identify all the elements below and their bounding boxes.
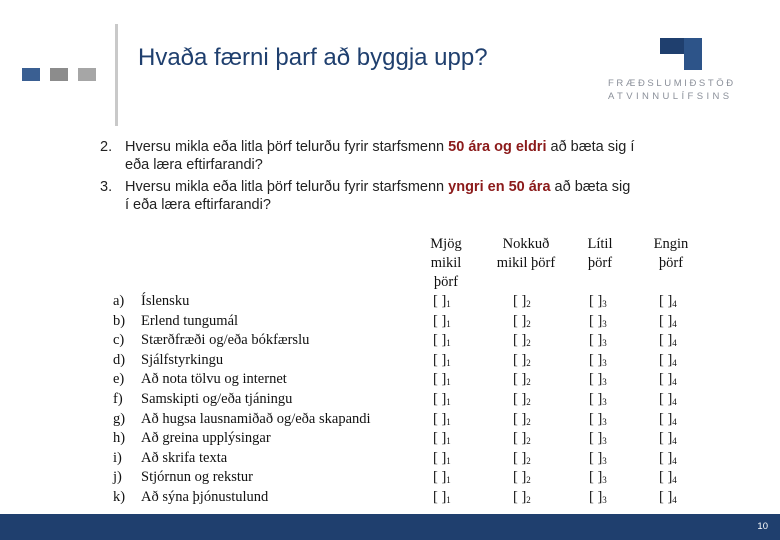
checkbox-score: 1 (446, 495, 451, 505)
survey-row (113, 410, 713, 429)
checkbox-brackets: [ ] (433, 351, 447, 368)
row-letter: d) (113, 351, 126, 368)
checkbox-score: 2 (526, 416, 531, 427)
row-letter: c) (113, 332, 125, 349)
checkbox-brackets: [ ] (589, 312, 603, 329)
question-number: 2. (100, 139, 113, 155)
row-label: Stjórnun og rekstur (141, 469, 253, 486)
checkbox-brackets: [ ] (513, 410, 527, 427)
question-continuation: eða læra eftirfarandi? (125, 157, 263, 173)
column-header: Mjög mikil þörf (430, 236, 462, 290)
question-text-part: að bæta sig (550, 179, 631, 195)
checkbox-score: 3 (602, 416, 607, 427)
checkbox-score: 2 (526, 338, 531, 349)
checkbox-brackets: [ ] (589, 410, 603, 427)
checkbox-brackets: [ ] (589, 449, 603, 466)
decor-square-gray (50, 68, 68, 81)
question-text (100, 178, 700, 196)
checkbox-brackets: [ ] (589, 371, 603, 388)
checkbox-score: 3 (602, 357, 607, 368)
question-text-part: Hversu mikla eða litla þörf telurðu fyrir starfsmenn (125, 179, 449, 195)
checkbox-brackets: [ ] (433, 430, 447, 447)
checkbox-score: 4 (672, 357, 677, 368)
logo-line-2: ATVINNULÍFSINS (608, 91, 733, 102)
row-label: Stærðfræði og/eða bókfærslu (141, 332, 310, 349)
survey-row (113, 449, 713, 468)
checkbox-brackets: [ ] (513, 391, 527, 407)
checkbox-score: 4 (672, 338, 677, 349)
checkbox-brackets: [ ] (513, 469, 527, 486)
checkbox-score: 4 (672, 416, 677, 427)
checkbox-brackets: [ ] (513, 489, 527, 505)
answer-checkbox[interactable] (433, 488, 451, 510)
checkbox-score: 2 (526, 495, 531, 505)
checkbox-score: 4 (672, 397, 677, 407)
row-letter: g) (113, 410, 126, 427)
checkbox-brackets: [ ] (589, 293, 603, 309)
survey-row (113, 370, 713, 389)
checkbox-score: 3 (602, 299, 607, 309)
checkbox-score: 2 (526, 397, 531, 407)
checkbox-score: 1 (446, 357, 451, 368)
checkbox-brackets: [ ] (433, 489, 447, 505)
checkbox-score: 3 (602, 377, 607, 388)
row-letter: b) (113, 312, 126, 329)
row-label: Að hugsa lausnamiðað og/eða skapandi (141, 410, 371, 427)
row-letter: i) (113, 449, 122, 466)
question-highlight: yngri en 50 ára (448, 179, 551, 195)
checkbox-brackets: [ ] (659, 430, 673, 447)
checkbox-score: 3 (602, 495, 607, 505)
checkbox-score: 4 (672, 495, 677, 505)
question-3 (100, 178, 700, 214)
checkbox-brackets: [ ] (513, 351, 527, 368)
checkbox-brackets: [ ] (589, 391, 603, 407)
checkbox-brackets: [ ] (433, 371, 447, 388)
checkbox-score: 3 (602, 338, 607, 349)
checkbox-brackets: [ ] (513, 293, 527, 309)
title-divider (115, 24, 118, 126)
checkbox-score: 2 (526, 357, 531, 368)
page-title: Hvaða færni þarf að byggja upp? (138, 44, 488, 71)
checkbox-score: 4 (672, 475, 677, 486)
row-label: Erlend tungumál (141, 312, 239, 329)
question-number: 3. (100, 179, 113, 195)
row-label: Samskipti og/eða tjáningu (141, 391, 293, 407)
answer-checkbox[interactable] (589, 488, 607, 510)
row-label: Að greina upplýsingar (141, 430, 271, 447)
survey-row (113, 488, 713, 507)
checkbox-score: 1 (446, 436, 451, 447)
row-label: Sjálfstyrkingu (141, 351, 224, 368)
checkbox-score: 1 (446, 455, 451, 466)
survey-row (113, 292, 713, 311)
logo (608, 36, 778, 104)
row-label: Að nota tölvu og internet (141, 371, 287, 388)
checkbox-brackets: [ ] (433, 469, 447, 486)
checkbox-score: 1 (446, 475, 451, 486)
checkbox-brackets: [ ] (659, 312, 673, 329)
checkbox-brackets: [ ] (659, 293, 673, 309)
question-text-part: Hversu mikla eða litla þörf telurðu fyrir starfsmenn (125, 139, 449, 155)
checkbox-score: 3 (602, 475, 607, 486)
row-label: Að skrifa texta (141, 449, 228, 466)
checkbox-score: 2 (526, 299, 531, 309)
question-text-part: að bæta sig í (546, 139, 635, 155)
survey-row (113, 468, 713, 487)
row-letter: j) (113, 469, 122, 486)
checkbox-score: 1 (446, 338, 451, 349)
checkbox-brackets: [ ] (513, 430, 527, 447)
row-label: Að sýna þjónustulund (141, 489, 269, 505)
checkbox-brackets: [ ] (589, 351, 603, 368)
checkbox-brackets: [ ] (433, 312, 447, 329)
checkbox-brackets: [ ] (433, 332, 447, 349)
checkbox-brackets: [ ] (589, 489, 603, 505)
checkbox-score: 4 (672, 318, 677, 329)
footer-bar (0, 514, 780, 540)
checkbox-score: 1 (446, 397, 451, 407)
survey-row (113, 331, 713, 350)
decor-square-dark (22, 68, 40, 81)
checkbox-brackets: [ ] (433, 391, 447, 407)
answer-checkbox[interactable] (659, 488, 677, 510)
row-letter: h) (113, 430, 126, 447)
survey-row (113, 429, 713, 448)
checkbox-score: 4 (672, 436, 677, 447)
checkbox-score: 3 (602, 318, 607, 329)
question-text (100, 138, 700, 156)
checkbox-brackets: [ ] (433, 449, 447, 466)
checkbox-brackets: [ ] (589, 469, 603, 486)
checkbox-score: 2 (526, 318, 531, 329)
question-2 (100, 138, 700, 174)
checkbox-score: 1 (446, 377, 451, 388)
row-letter: k) (113, 489, 126, 505)
logo-icon (660, 36, 702, 70)
decor-square-light (78, 68, 96, 81)
checkbox-score: 1 (446, 416, 451, 427)
checkbox-brackets: [ ] (659, 351, 673, 368)
question-highlight: 50 ára og eldri (448, 139, 547, 155)
logo-line-1: FRÆÐSLUMIÐSTÖÐ (608, 78, 736, 89)
answer-checkbox[interactable] (513, 488, 531, 510)
checkbox-score: 1 (446, 318, 451, 329)
row-letter: e) (113, 371, 125, 388)
checkbox-score: 4 (672, 455, 677, 466)
checkbox-score: 2 (526, 377, 531, 388)
checkbox-brackets: [ ] (433, 410, 447, 427)
checkbox-brackets: [ ] (659, 449, 673, 466)
survey-row (113, 351, 713, 370)
checkbox-score: 2 (526, 436, 531, 447)
checkbox-score: 3 (602, 397, 607, 407)
survey-row (113, 312, 713, 331)
checkbox-score: 2 (526, 455, 531, 466)
checkbox-brackets: [ ] (659, 371, 673, 388)
checkbox-score: 2 (526, 475, 531, 486)
checkbox-brackets: [ ] (659, 489, 673, 505)
checkbox-brackets: [ ] (659, 391, 673, 407)
checkbox-score: 3 (602, 436, 607, 447)
row-label: Íslensku (141, 293, 190, 309)
page-number: 10 (757, 521, 768, 532)
checkbox-brackets: [ ] (659, 332, 673, 349)
checkbox-brackets: [ ] (513, 332, 527, 349)
checkbox-score: 3 (602, 455, 607, 466)
checkbox-brackets: [ ] (659, 410, 673, 427)
checkbox-score: 1 (446, 299, 451, 309)
checkbox-score: 4 (672, 299, 677, 309)
checkbox-brackets: [ ] (513, 371, 527, 388)
checkbox-brackets: [ ] (659, 469, 673, 486)
column-header: Nokkuð mikil þörf (496, 236, 556, 271)
survey-row (113, 390, 713, 409)
row-letter: f) (113, 391, 123, 407)
question-continuation: í eða læra eftirfarandi? (125, 197, 271, 213)
checkbox-score: 4 (672, 377, 677, 388)
column-header: Engin þörf (653, 236, 689, 271)
checkbox-brackets: [ ] (589, 430, 603, 447)
column-header: Lítil þörf (587, 236, 613, 271)
checkbox-brackets: [ ] (513, 449, 527, 466)
checkbox-brackets: [ ] (433, 293, 447, 309)
row-letter: a) (113, 293, 125, 309)
checkbox-brackets: [ ] (513, 312, 527, 329)
checkbox-brackets: [ ] (589, 332, 603, 349)
